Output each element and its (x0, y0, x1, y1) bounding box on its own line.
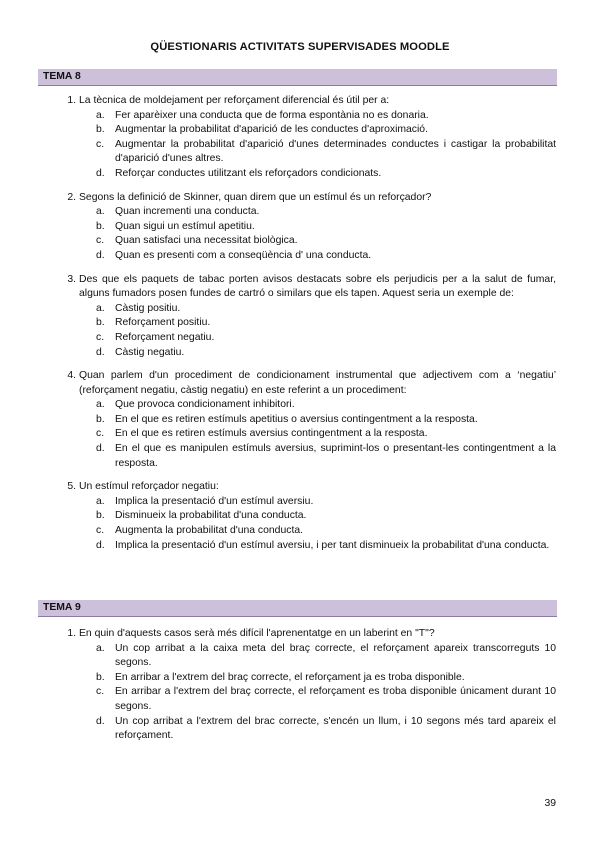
question-item (67, 627, 556, 744)
question-text: Segons la definició de Skinner, quan direm que un estímul és un reforçador? (79, 191, 432, 203)
answer-option (79, 398, 556, 413)
answer-option (79, 220, 556, 235)
option-text: Un cop arribat a la caixa meta del braç correcte, el reforçament apareix transcorreguts 10 segons. (115, 642, 556, 669)
answer-option (79, 123, 556, 138)
section-tema-9-questions (0, 627, 600, 753)
answer-option (79, 316, 556, 331)
option-letter: d. (96, 249, 105, 261)
answer-option (79, 138, 556, 167)
question-number: 3. (67, 273, 76, 285)
option-text: Reforçament positiu. (115, 317, 211, 329)
option-letter: d. (96, 346, 105, 358)
option-letter: c. (96, 235, 105, 247)
option-letter: d. (96, 443, 105, 455)
option-text: En el que es retiren estímuls apetitius o aversius contingentment a la resposta. (115, 413, 478, 425)
section-header-tema-9: TEMA 9 (38, 600, 557, 617)
option-letter: a. (96, 642, 105, 654)
option-text: Reforçament negatiu. (115, 331, 215, 343)
answer-option (79, 234, 556, 249)
option-letter: b. (96, 317, 105, 329)
option-letter: d. (96, 715, 105, 727)
option-letter: a. (96, 399, 105, 411)
answer-option (79, 495, 556, 510)
option-letter: b. (96, 124, 105, 136)
answer-option (79, 685, 556, 714)
option-letter: c. (96, 428, 105, 440)
option-letter: b. (96, 220, 105, 232)
question-number: 2. (67, 191, 76, 203)
question-text: La tècnica de moldejament per reforçament diferencial és útil per a: (79, 95, 390, 106)
answer-option (79, 509, 556, 524)
option-text: Implica la presentació d'un estímul aversiu, i per tant disminueix la probabilitat d'una conducta. (115, 539, 550, 551)
answer-option (79, 642, 556, 671)
option-letter: d. (96, 539, 105, 551)
option-text: Augmentar la probabilitat d'aparició de les conductes d'aproximació. (115, 124, 428, 136)
answer-options (79, 109, 556, 182)
section-tema-8-questions (0, 94, 600, 562)
question-number: 5. (67, 481, 76, 493)
question-item (67, 94, 556, 182)
option-letter: c. (96, 525, 105, 537)
option-text: En arribar a l'extrem del braç correcte, el reforçament es troba disponible únicament durant 10 segons. (115, 686, 556, 712)
option-text: Quan sigui un estímul apetitiu. (115, 220, 255, 232)
answer-option (79, 167, 556, 182)
answer-option (79, 427, 556, 442)
option-letter: a. (96, 495, 105, 507)
option-text: Reforçar conductes utilitzant els reforçadors condicionats. (115, 167, 382, 179)
page-title: QÜESTIONARIS ACTIVITATS SUPERVISADES MOODLE (150, 41, 450, 53)
answer-options (79, 302, 556, 360)
answer-options (79, 398, 556, 471)
option-text: Càstig positiu. (115, 302, 181, 314)
question-text: En quin d'aquests casos serà més difícil l'aprenentatge en un laberint en "T"? (79, 628, 435, 639)
answer-option (79, 249, 556, 264)
option-letter: b. (96, 510, 105, 522)
question-item (67, 480, 556, 553)
answer-option (79, 109, 556, 124)
option-text: Quan incrementi una conducta. (115, 206, 260, 218)
answer-option (79, 331, 556, 346)
answer-option (79, 524, 556, 539)
answer-option (79, 442, 556, 471)
answer-options (79, 205, 556, 263)
option-letter: a. (96, 109, 105, 121)
option-letter: a. (96, 302, 105, 314)
option-text: Càstig negatiu. (115, 346, 185, 358)
question-number: 1. (67, 628, 76, 639)
option-text: Que provoca condicionament inhibitori. (115, 399, 295, 411)
option-text: En el que es manipulen estímuls aversius, suprimint-los o presentant-les contingentment a la resposta. (115, 443, 556, 469)
question-text: Des que els paquets de tabac porten avisos destacats sobre els perjudicis per a la salut de fumar, alguns fumadors posen fundes de cartró o similars que els tapen. Aquest seria un exemple de: (79, 273, 556, 300)
option-letter: b. (96, 413, 105, 425)
question-text: Quan parlem d'un procediment de condicionament instrumental que adjectivem com a ‘negatiu’ (reforçament negatiu, càstig negatiu) en este referint a un procediment: (79, 370, 556, 396)
option-letter: b. (96, 671, 105, 683)
answer-options (79, 495, 556, 553)
option-text: Quan satisfaci una necessitat biològica. (115, 235, 298, 247)
answer-option (79, 413, 556, 428)
answer-option (79, 205, 556, 220)
option-letter: c. (96, 686, 105, 698)
question-item (67, 191, 556, 264)
option-letter: c. (96, 138, 105, 150)
option-letter: c. (96, 331, 105, 343)
answer-option (79, 539, 556, 554)
option-text: Un cop arribat a l'extrem del brac correcte, s'encén un llum, i 10 segons més tard apareix el reforçament. (115, 715, 556, 742)
page-number: 39 (544, 798, 556, 809)
option-text: Quan es presenti com a conseqüència d' una conducta. (115, 249, 372, 261)
answer-option (79, 671, 556, 686)
option-letter: d. (96, 167, 105, 179)
option-text: Implica la presentació d'un estímul aversiu. (115, 495, 314, 507)
question-number: 4. (67, 370, 76, 382)
section-header-tema-8: TEMA 8 (38, 69, 557, 86)
option-text: Augmentar la probabilitat d'aparició d'unes determinades conductes i castigar la probabilitat d'aparició d'unes altres. (115, 138, 556, 165)
option-letter: a. (96, 206, 105, 218)
answer-option (79, 715, 556, 744)
question-item (67, 369, 556, 471)
option-text: En arribar a l'extrem del braç correcte, el reforçament ja es troba disponible. (115, 671, 465, 683)
option-text: Disminueix la probabilitat d'una conducta. (115, 510, 307, 522)
question-number: 1. (67, 95, 76, 106)
question-item (67, 273, 556, 361)
option-text: Fer aparèixer una conducta que de forma espontània no es donaria. (115, 109, 429, 121)
answer-option (79, 302, 556, 317)
option-text: En el que es retiren estímuls aversius contingentment a la resposta. (115, 428, 428, 440)
answer-options (79, 642, 556, 744)
answer-option (79, 346, 556, 361)
option-text: Augmenta la probabilitat d'una conducta. (115, 525, 303, 537)
question-text: Un estímul reforçador negatiu: (79, 481, 219, 493)
